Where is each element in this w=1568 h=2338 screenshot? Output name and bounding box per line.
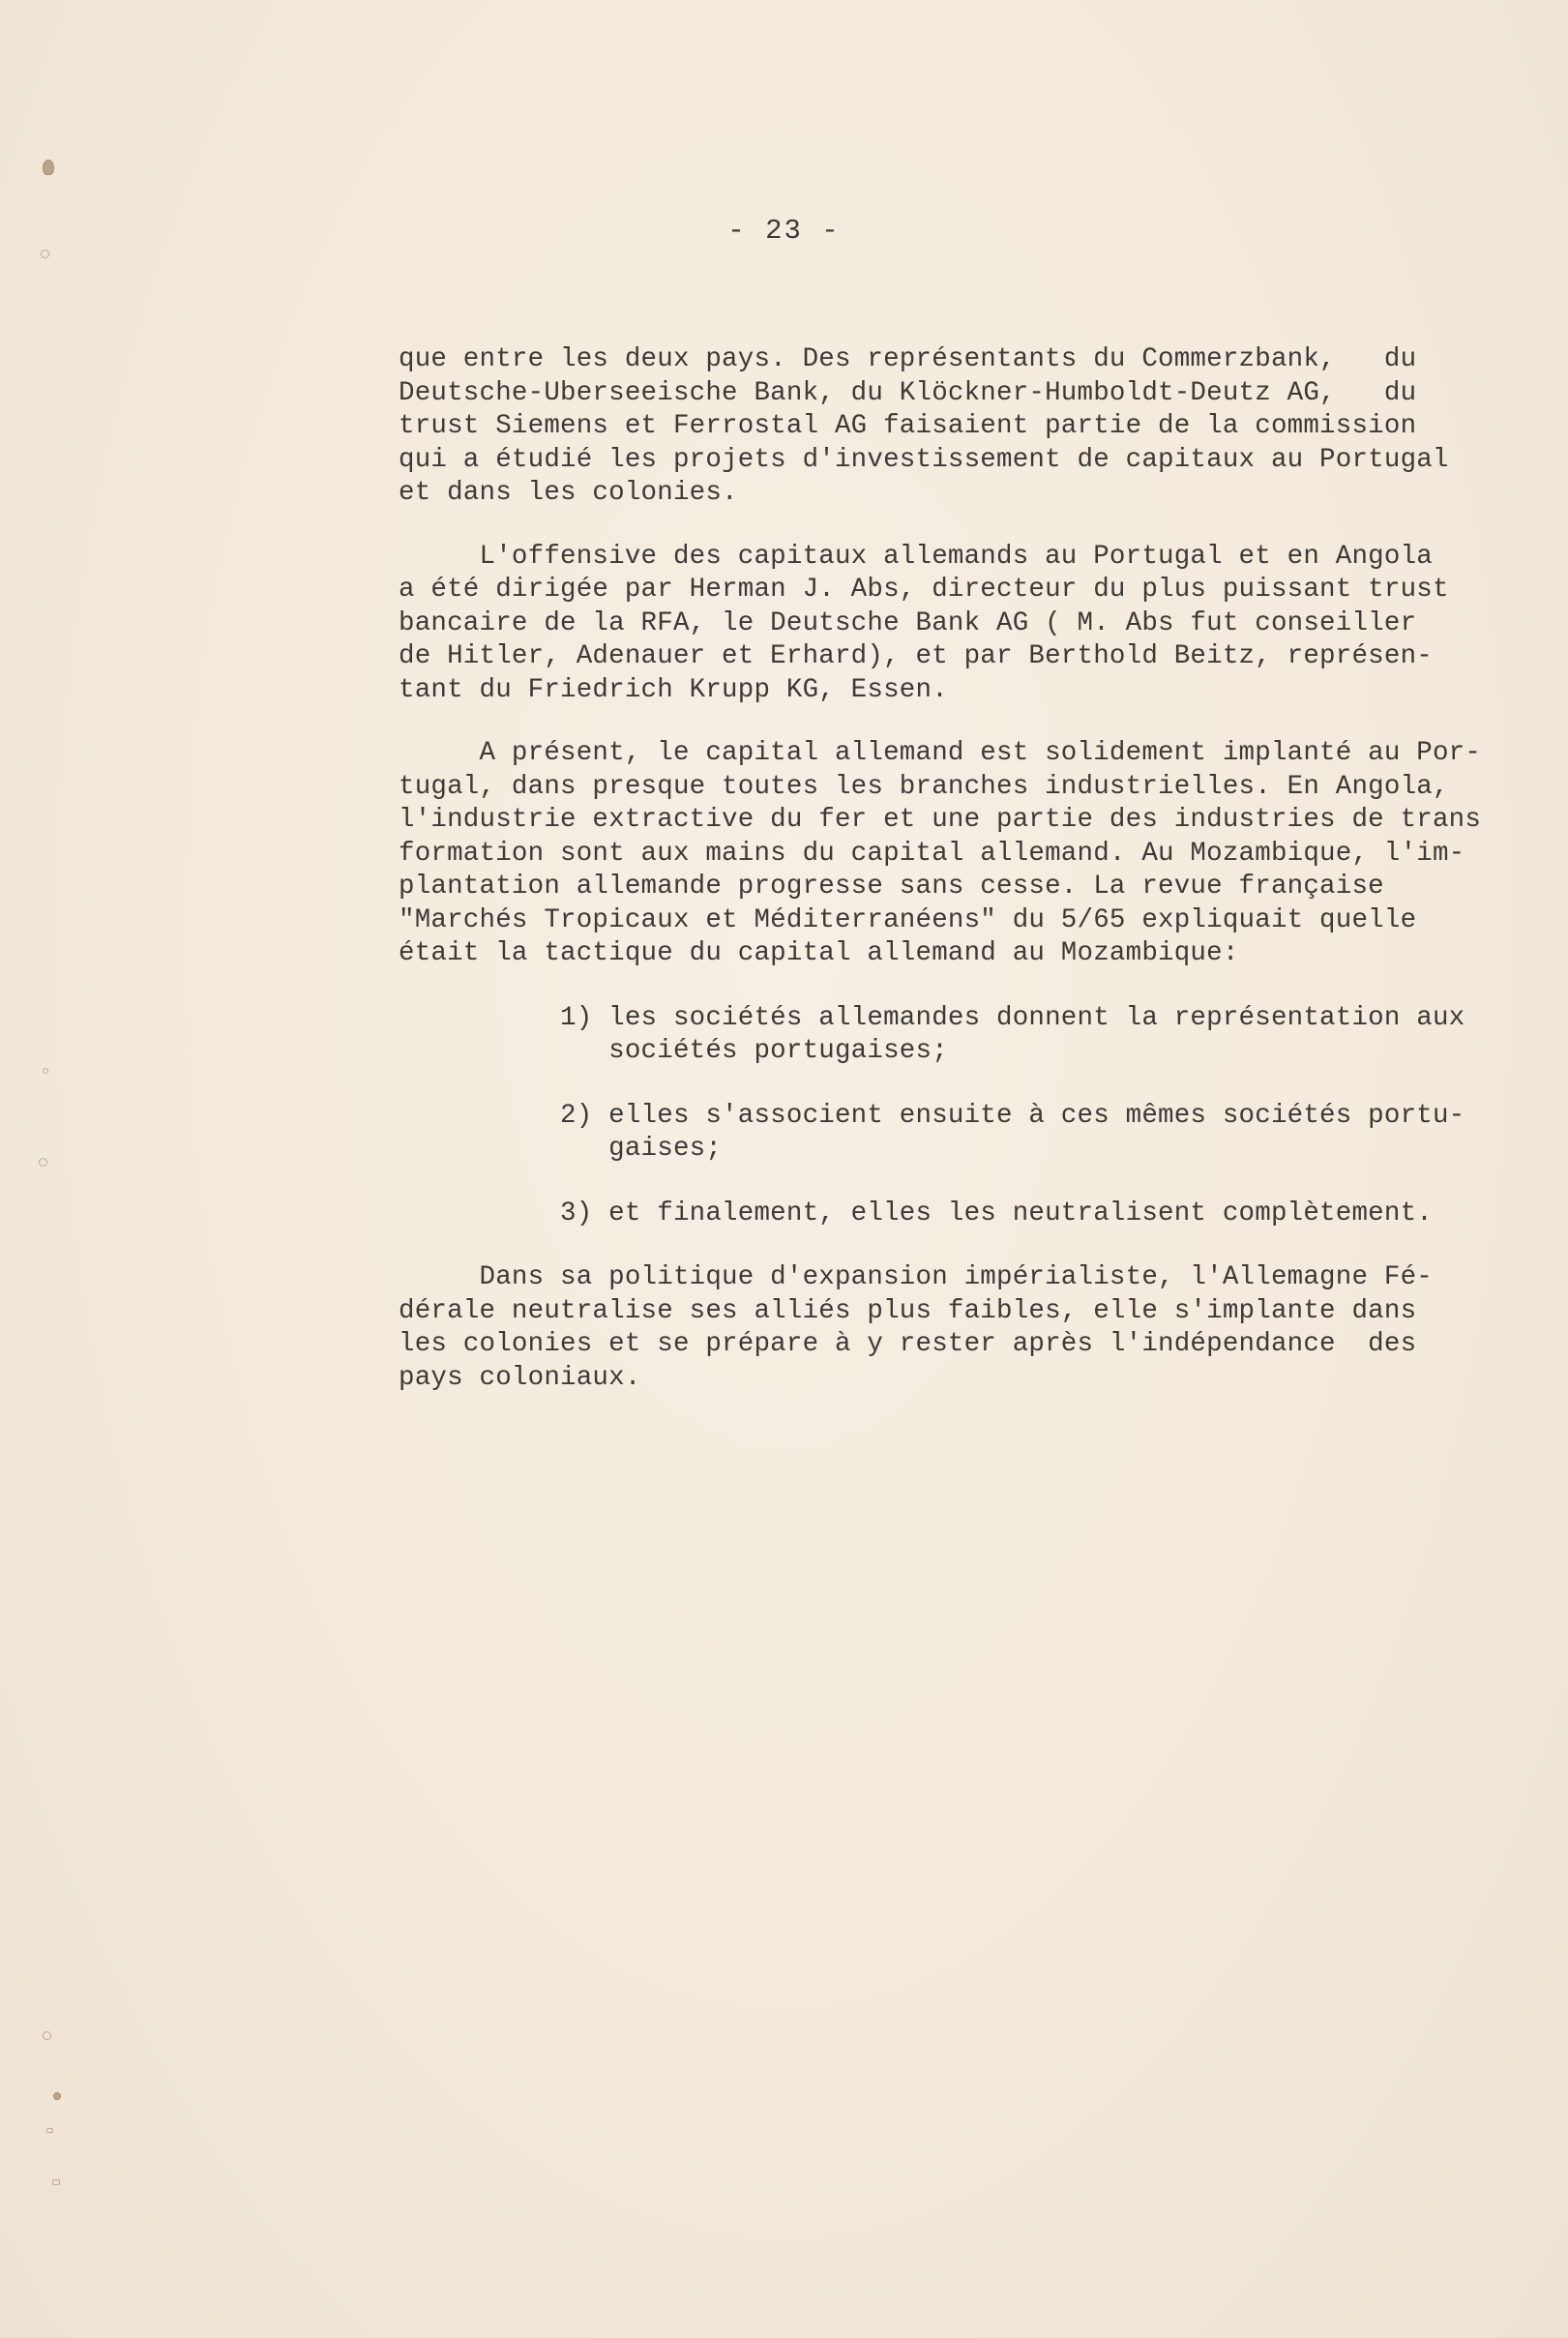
text-line: les colonies et se prépare à y rester après l'indépendance des <box>399 1329 1417 1359</box>
text-line: l'industrie extractive du fer et une partie des industries de trans <box>399 805 1482 835</box>
text-line: 1) les sociétés allemandes donnent la représentation aux <box>399 1002 1465 1033</box>
text-line: de Hitler, Adenauer et Erhard), et par Berthold Beitz, représen- <box>399 641 1433 671</box>
text-line: 2) elles s'associent ensuite à ces mêmes sociétés portu- <box>399 1100 1465 1131</box>
text-line: 3) et finalement, elles les neutralisent complètement. <box>399 1198 1433 1228</box>
binder-hole-mark <box>43 160 54 175</box>
page-number: - 23 - <box>727 215 841 247</box>
text-line: gaises; <box>399 1134 723 1164</box>
list-item <box>399 1198 1511 1231</box>
text-line: tant du Friedrich Krupp KG, Essen. <box>399 674 948 705</box>
numbered-list <box>399 1002 1511 1231</box>
text-line: était la tactique du capital allemand au Mozambique: <box>399 938 1239 968</box>
text-line: tugal, dans presque toutes les branches industrielles. En Angola, <box>399 771 1449 802</box>
paragraph-3 <box>399 737 1511 971</box>
list-item <box>399 1002 1511 1069</box>
binder-hole-mark <box>43 2031 51 2040</box>
list-item <box>399 1100 1511 1167</box>
binder-hole-mark <box>46 2128 53 2133</box>
closing-paragraph <box>399 1261 1511 1395</box>
binder-hole-mark <box>41 250 49 258</box>
text-line: trust Siemens et Ferrostal AG faisaient partie de la commission <box>399 411 1417 441</box>
text-line: A présent, le capital allemand est solidement implanté au Por- <box>399 738 1482 768</box>
binder-hole-mark <box>53 2092 61 2100</box>
document-body <box>399 343 1511 1395</box>
text-line: dérale neutralise ses alliés plus faibles, elle s'implante dans <box>399 1295 1417 1326</box>
text-line: Dans sa politique d'expansion impérialiste, l'Allemagne Fé- <box>399 1262 1433 1292</box>
text-line: bancaire de la RFA, le Deutsche Bank AG ( M. Abs fut conseiller <box>399 607 1417 638</box>
paragraph-2 <box>399 541 1511 708</box>
text-line: Deutsche-Uberseeische Bank, du Klöckner-Humboldt-Deutz AG, du <box>399 377 1417 408</box>
text-line: que entre les deux pays. Des représentants du Commerzbank, du <box>399 344 1417 374</box>
text-line: pays coloniaux. <box>399 1362 641 1393</box>
binder-hole-mark <box>39 1158 47 1167</box>
text-line: a été dirigée par Herman J. Abs, directeur du plus puissant trust <box>399 575 1449 605</box>
binder-hole-mark <box>52 2179 60 2185</box>
text-line: sociétés portugaises; <box>399 1036 948 1066</box>
text-line: L'offensive des capitaux allemands au Portugal et en Angola <box>399 541 1433 572</box>
text-line: plantation allemande progresse sans cesse. La revue française <box>399 872 1384 902</box>
paragraph-1 <box>399 343 1511 511</box>
text-line: formation sont aux mains du capital allemand. Au Mozambique, l'im- <box>399 838 1465 869</box>
text-line: "Marchés Tropicaux et Méditerranéens" du 5/65 expliquait quelle <box>399 904 1417 935</box>
text-line: qui a étudié les projets d'investissement de capitaux au Portugal <box>399 444 1449 475</box>
text-line: et dans les colonies. <box>399 478 738 508</box>
binder-hole-mark <box>43 1068 48 1074</box>
